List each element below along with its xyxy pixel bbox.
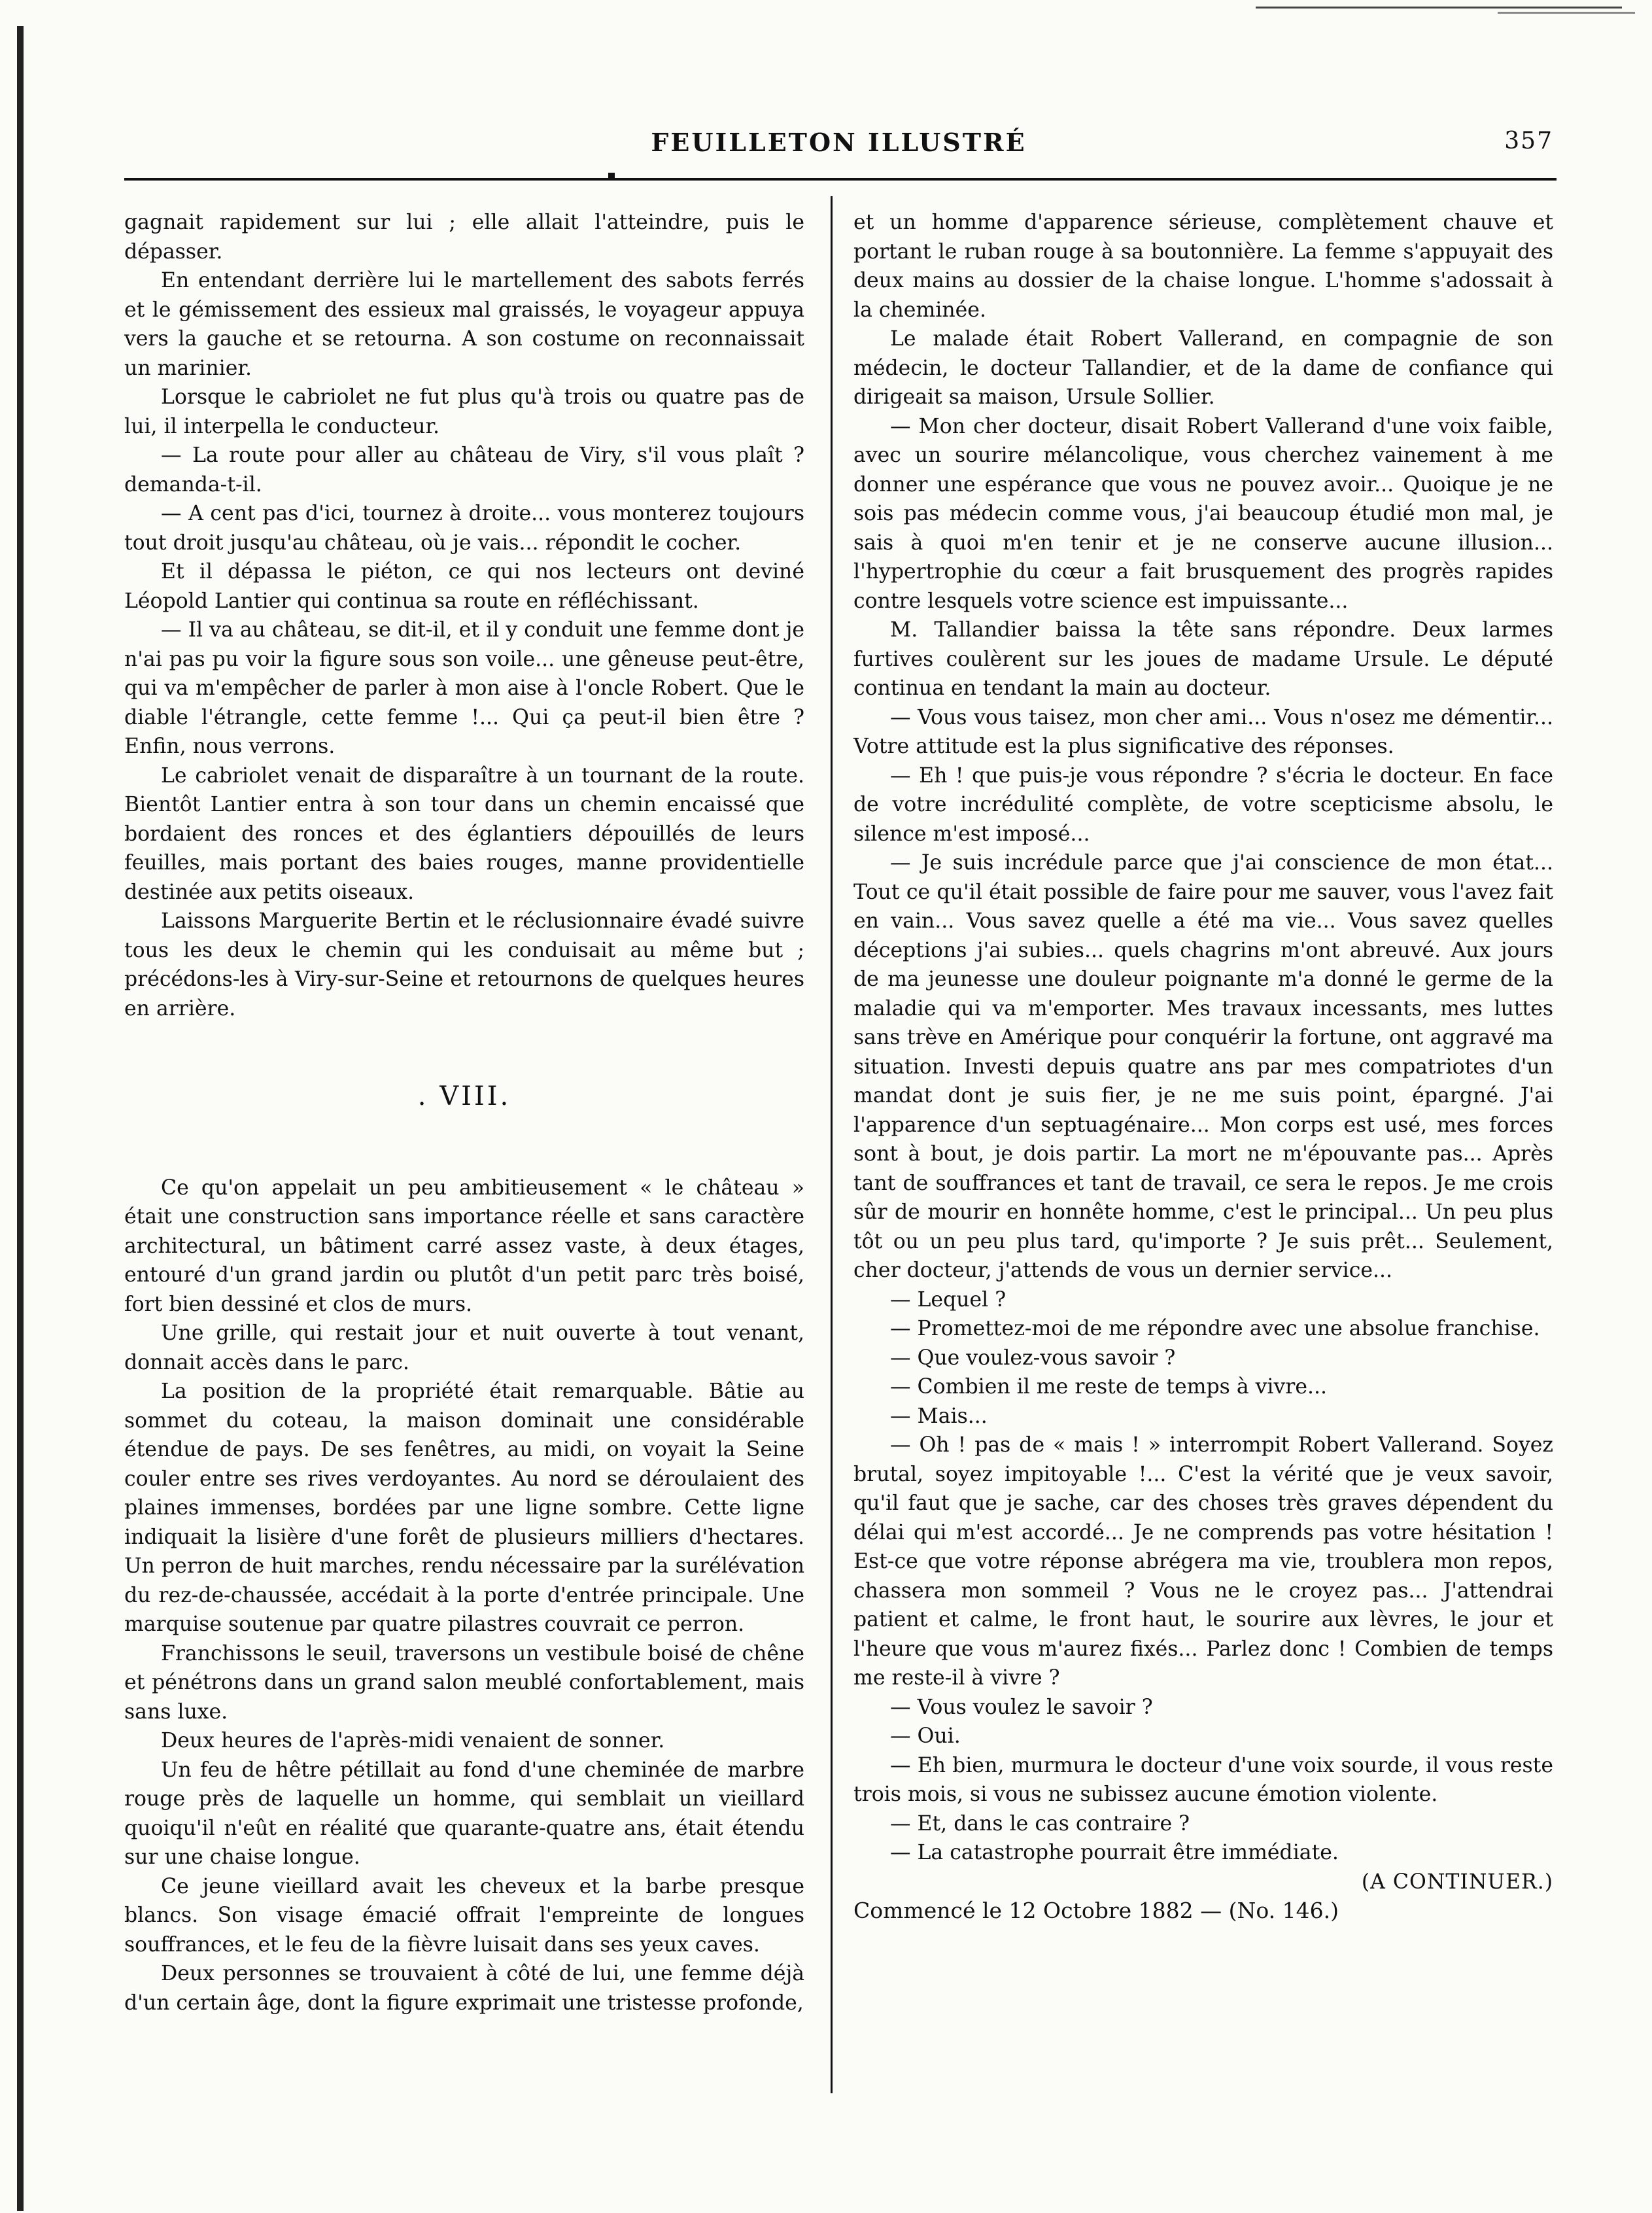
paragraph: — Vous vous taisez, mon cher ami... Vous n'osez me démentir... Votre attitude est la plus significative des réponses. [853,705,1553,758]
paragraph: Le cabriolet venait de disparaître à un tournant de la route. Bientôt Lantier entra à son tour dans un chemin encaissé que bordaient des ronces et des églantiers dépouillés de leurs feuilles, mais portant des baies rouges, manne providentielle destinée aux petits oiseaux. [124,763,804,904]
header-title: FEUILLETON ILLUSTRÉ [651,128,1027,157]
paragraph: — La catastrophe pourrait être immédiate. [890,1841,1339,1864]
paragraph: — Mais... [890,1404,988,1428]
paragraph: — Lequel ? [890,1287,1007,1312]
paragraph: Ce jeune vieillard avait les cheveux et la barbe presque blancs. Son visage émacié offrait l'empreinte de longues souffrances, et le feu de la fièvre luisait dans ses yeux caves. [124,1874,804,1957]
paragraph: gagnait rapidement sur lui ; elle allait l'atteindre, puis le dépasser. [124,211,804,264]
paragraph: Le malade était Robert Vallerand, en compagnie de son médecin, le docteur Tallandier, et de la dame de confiance qui dirigeait sa maison, Ursule Sollier. [853,327,1553,409]
paragraph: En entendant derrière lui le martellement des sabots ferrés et le gémissement des essieux mal graissés, le voyageur appuya vers la gauche et se retourna. A son costume on reconnaissait un marinier. [124,269,804,380]
paragraph: — Je suis incrédule parce que j'ai conscience de mon état... Tout ce qu'il était possible de faire pour me sauver, vous l'avez fait en vain... Vous savez quelle a été ma vie... Vous savez quelles déceptions j'ai subies... quels chagrins m'ont abreuvé. Aux jours de ma jeunesse une douleur poignante m'a donné le germe de la maladie qui va m'emporter. Mes travaux incessants, mes luttes sans trève en Amérique pour conquérir la fortune, ont aggravé ma situation. Investi depuis quatre ans par mes compatriotes d'un mandat dont je suis fier, je ne me suis point, épargné. J'ai l'apparence d'un septuagénaire... Mon corps est usé, mes forces sont à bout, je dois partir. La mort ne m'épouvante pas... Après tant de souffrances et tant de travail, ce sera le repos. Je me crois sûr de mourir en honnête homme, c'est le principal... Un peu plus tôt ou un peu plus tard, qu'importe ? Je suis prêt... Seulement, cher docteur, j'attends de vous un dernier service... [853,851,1553,1282]
serial-start-note: Commencé le 12 Octobre 1882 — (No. 146.) [853,1898,1339,1923]
continuation-note: (A CONTINUER.) [1361,1870,1553,1894]
paragraph: Franchissons le seuil, traversons un vestibule boisé de chêne et pénétrons dans un grand salon meublé confortablement, mais sans luxe. [124,1641,804,1724]
paragraph: — Que voulez-vous savoir ? [890,1346,1176,1370]
paragraph: — Promettez-moi de me répondre avec une absolue franchise. [890,1317,1540,1340]
right-column [853,208,1553,1926]
header-rule [124,178,1557,181]
top-edge-line [1256,7,1622,9]
paragraph: Deux heures de l'après-midi venaient de sonner. [161,1729,665,1752]
paragraph: et un homme d'apparence sérieuse, complètement chauve et portant le ruban rouge à sa boutonnière. La femme s'appuyait des deux mains au dossier de la chaise longue. L'homme s'adossait à la cheminée. [853,211,1553,322]
paragraph: — Mon cher docteur, disait Robert Vallerand d'une voix faible, avec un sourire mélancolique, vous cherchez vainement à me donner une espérance que vous ne pouvez avoir... Quoique je ne sois pas médecin comme vous, j'ai beaucoup étudié mon mal, je sais à quoi m'en tenir et je ne conserve aucune illusion... l'hypertrophie du cœur a fait brusquement des progrès rapides contre lesquels votre science est impuissante... [853,414,1553,613]
top-edge-line-short [1498,12,1635,14]
header-rule-mark [608,173,615,181]
paragraph: — A cent pas d'ici, tournez à droite... vous monterez toujours tout droit jusqu'au château, où je vais... répondit le cocher. [124,502,804,555]
left-column [124,208,804,2017]
column-divider [831,196,833,2093]
paragraph: — Il va au château, se dit-il, et il y conduit une femme dont je n'ai pas pu voir la figure sous son voile... une gêneuse peut-être, qui va m'empêcher de parler à mon aise à l'oncle Robert. Que le diable l'étrangle, cette femme !... Qui ça peut-il bien être ? Enfin, nous verrons. [124,618,804,758]
paragraph: — Eh bien, murmura le docteur d'une voix sourde, il vous reste trois mois, si vous ne subissez aucune émotion violente. [853,1753,1553,1806]
paragraph: Deux personnes se trouvaient à côté de lui, une femme déjà d'un certain âge, dont la figure exprimait une tristesse profonde, [124,1962,804,2015]
paragraph: Laissons Marguerite Bertin et le réclusionnaire évadé suivre tous les deux le chemin qui les conduisait au même but ; précédons-les à Viry-sur-Seine et retournons de quelques heures en arrière. [124,909,804,1020]
paragraph: — Oui. [890,1724,961,1748]
paragraph: M. Tallandier baissa la tête sans répondre. Deux larmes furtives coulèrent sur les joues de madame Ursule. Le député continua en tendant la main au docteur. [853,618,1553,700]
paragraph: — Oh ! pas de « mais ! » interrompit Robert Vallerand. Soyez brutal, soyez impitoyable !... C'est la vérité que je veux savoir, qu'il faut que je sache, car des choses très graves dépendent du délai qui m'est accordé... Je ne comprends pas votre hésitation ! Est-ce que votre réponse abrégera ma vie, troublera mon repos, chassera mon sommeil ? Vous ne le croyez pas... J'attendrai patient et calme, le front haut, le sourire aux lèvres, le jour et l'heure que vous m'aurez fixés... Parlez donc ! Combien de temps me reste-il à vivre ? [853,1433,1553,1690]
page-binding-edge [17,26,24,2211]
paragraph: — Et, dans le cas contraire ? [890,1811,1190,1836]
paragraph: Une grille, qui restait jour et nuit ouverte à tout venant, donnait accès dans le parc. [124,1321,804,1374]
paragraph: Un feu de hêtre pétillait au fond d'une cheminée de marbre rouge près de laquelle un homme, qui semblait un vieillard quoiqu'il n'eût en réalité que quarante-quatre ans, était étendu sur une chaise longue. [124,1758,804,1869]
paragraph: Lorsque le cabriolet ne fut plus qu'à trois ou quatre pas de lui, il interpella le conducteur. [124,385,804,438]
paragraph: Ce qu'on appelait un peu ambitieusement « le château » était une construction sans importance réelle et sans caractère architectural, un bâtiment carré assez vaste, à deux étages, entouré d'un grand jardin ou plutôt d'un petit parc très boisé, fort bien dessiné et clos de murs. [124,1176,804,1316]
paragraph: Et il dépassa le piéton, ce qui nos lecteurs ont deviné Léopold Lantier qui continua sa route en réfléchissant. [124,560,804,613]
paragraph: — Combien il me reste de temps à vivre... [890,1375,1328,1399]
paragraph: — La route pour aller au château de Viry, s'il vous plaît ? demanda-t-il. [124,444,804,497]
paragraph: — Vous voulez le savoir ? [890,1695,1153,1719]
page-number: 357 [1504,128,1553,154]
paragraph: — Eh ! que puis-je vous répondre ? s'écria le docteur. En face de votre incrédulité complète, de votre scepticisme absolu, le silence m'est imposé... [853,763,1553,846]
paragraph: La position de la propriété était remarquable. Bâtie au sommet du coteau, la maison dominait une considérable étendue de pays. De ses fenêtres, au midi, on voyait la Seine couler entre ses rives verdoyantes. Au nord se déroulaient des plaines immenses, bordées par une ligne sombre. Cette ligne indiquait la lisière d'une forêt de plusieurs milliers d'hectares. Un perron de huit marches, rendu nécessaire par la surélévation du rez-de-chaussée, accédait à la porte d'entrée principale. Une marquise soutenue par quatre pilastres couvrait ce perron. [124,1380,804,1636]
chapter-heading: . VIII. [417,1081,511,1111]
page-header [124,128,1553,167]
